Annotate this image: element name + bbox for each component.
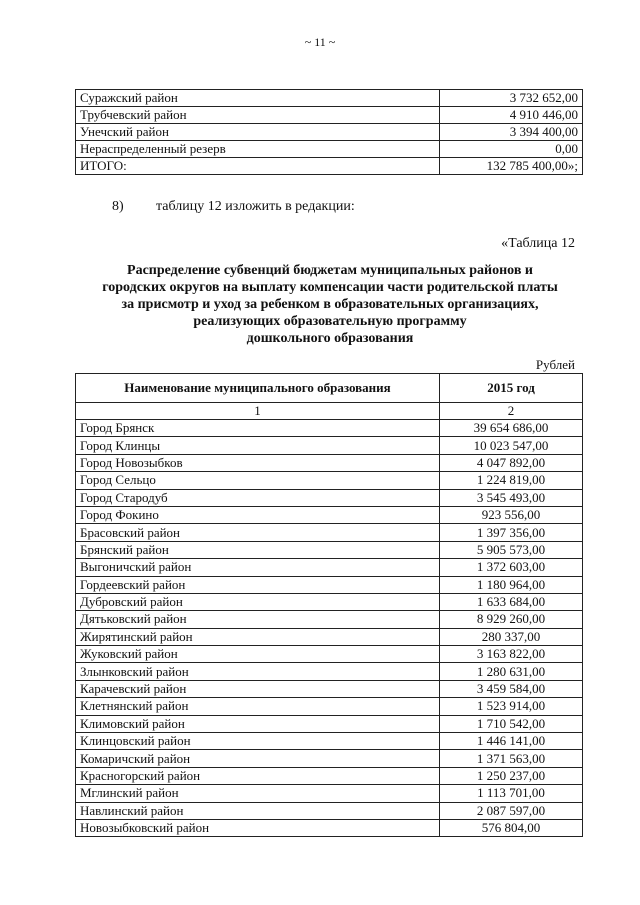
table-row [76,158,583,175]
header-row [76,374,583,403]
table-row [76,524,583,541]
table-row [76,663,583,680]
municipality-name: Город Фокино [76,506,440,523]
table-row [76,90,583,107]
table-label: «Таблица 12 [501,236,575,251]
column-index: 2 [440,403,583,420]
municipality-name: Клинцовский район [76,733,440,750]
amount-value: 1 371 563,00 [440,750,583,767]
column-header-year: 2015 год [440,374,583,403]
table-row [76,593,583,610]
table-heading [80,262,580,347]
amount-value: 4 047 892,00 [440,454,583,471]
amount-value: 3 732 652,00 [440,90,583,107]
continued-table [75,89,583,175]
amount-value: 132 785 400,00»; [440,158,583,175]
table-row [76,124,583,141]
table-row [76,576,583,593]
column-index: 1 [76,403,440,420]
municipality-name: Карачевский район [76,680,440,697]
municipality-name: Дубровский район [76,593,440,610]
heading-line: Распределение субвенций бюджетам муниципальных районов и [127,263,533,278]
municipality-name: Брянский район [76,541,440,558]
item-number: 8) [112,199,124,214]
municipality-name: Трубчевский район [76,107,440,124]
heading-line: за присмотр и уход за ребенком в образовательных организациях, [121,297,539,312]
municipality-name: Новозыбковский район [76,819,440,836]
table-row [76,541,583,558]
amount-value: 1 523 914,00 [440,698,583,715]
amendment-item [112,199,355,215]
municipality-name: ИТОГО: [76,158,440,175]
column-header-name: Наименование муниципального образования [76,374,440,403]
amount-value: 1 633 684,00 [440,593,583,610]
amount-value: 1 372 603,00 [440,559,583,576]
amount-value: 576 804,00 [440,819,583,836]
municipality-name: Город Сельцо [76,472,440,489]
unit-label: Рублей [535,357,575,372]
municipality-name: Город Брянск [76,420,440,437]
amount-value: 1 250 237,00 [440,767,583,784]
amount-value: 3 459 584,00 [440,680,583,697]
amount-value: 1 446 141,00 [440,733,583,750]
table-row [76,420,583,437]
table-row [76,489,583,506]
municipality-name: Жирятинский район [76,628,440,645]
heading-line: городских округов на выплату компенсации части родительской платы [102,280,558,295]
municipality-name: Гордеевский район [76,576,440,593]
table-row [76,767,583,784]
amount-value: 1 113 701,00 [440,785,583,802]
municipality-name: Комаричский район [76,750,440,767]
amount-value: 3 394 400,00 [440,124,583,141]
table-row [76,819,583,836]
municipality-name: Климовский район [76,715,440,732]
amount-value: 3 545 493,00 [440,489,583,506]
amount-value: 923 556,00 [440,506,583,523]
table-row [76,698,583,715]
amount-value: 1 710 542,00 [440,715,583,732]
municipality-name: Жуковский район [76,646,440,663]
municipality-name: Унечский район [76,124,440,141]
municipality-name: Дятьковский район [76,611,440,628]
table-row [76,785,583,802]
heading-line: реализующих образовательную программу [193,314,467,329]
table-row [76,733,583,750]
table-row [76,141,583,158]
amount-value: 280 337,00 [440,628,583,645]
municipality-name: Злынковский район [76,663,440,680]
amount-value: 1 224 819,00 [440,472,583,489]
municipality-name: Нераспределенный резерв [76,141,440,158]
distribution-table [75,373,583,837]
municipality-name: Красногорский район [76,767,440,784]
table-row [76,107,583,124]
table-row [76,802,583,819]
table-row [76,680,583,697]
municipality-name: Город Стародуб [76,489,440,506]
municipality-name: Выгоничский район [76,559,440,576]
table-row [76,750,583,767]
municipality-name: Город Клинцы [76,437,440,454]
municipality-name: Город Новозыбков [76,454,440,471]
amount-value: 5 905 573,00 [440,541,583,558]
municipality-name: Брасовский район [76,524,440,541]
table-row [76,628,583,645]
heading-line: дошкольного образования [246,331,414,346]
amount-value: 0,00 [440,141,583,158]
municipality-name: Суражский район [76,90,440,107]
table-row [76,506,583,523]
municipality-name: Клетнянский район [76,698,440,715]
table-row [76,454,583,471]
table-row [76,437,583,454]
amount-value: 10 023 547,00 [440,437,583,454]
index-row [76,403,583,420]
page-number: ~ 11 ~ [304,35,336,49]
municipality-name: Мглинский район [76,785,440,802]
table-row [76,715,583,732]
amount-value: 3 163 822,00 [440,646,583,663]
amount-value: 39 654 686,00 [440,420,583,437]
municipality-name: Навлинский район [76,802,440,819]
amount-value: 8 929 260,00 [440,611,583,628]
amount-value: 1 280 631,00 [440,663,583,680]
table-row [76,611,583,628]
item-text: таблицу 12 изложить в редакции: [156,199,355,214]
amount-value: 2 087 597,00 [440,802,583,819]
table-row [76,646,583,663]
amount-value: 1 397 356,00 [440,524,583,541]
amount-value: 1 180 964,00 [440,576,583,593]
table-row [76,559,583,576]
amount-value: 4 910 446,00 [440,107,583,124]
table-row [76,472,583,489]
